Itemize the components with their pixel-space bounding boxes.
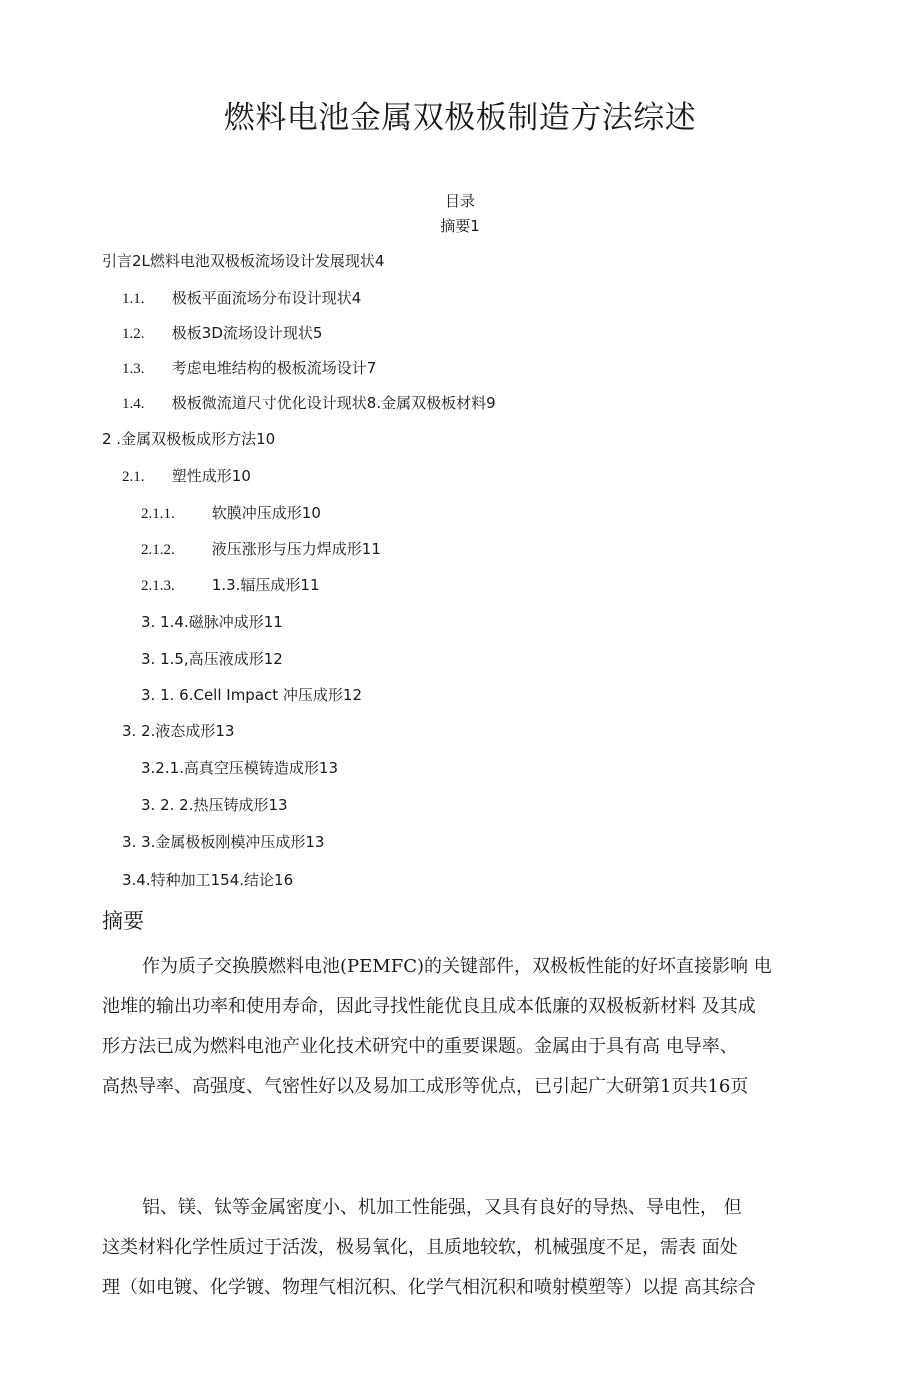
toc-entry[interactable] xyxy=(102,428,275,449)
toc-entry-number: 2.1.1. xyxy=(141,506,175,522)
toc-entry-text: 3. 1. 6.Cell Impact 冲压成形12 xyxy=(141,686,363,704)
toc-entry-number: 2.1.2. xyxy=(141,542,175,558)
toc-entry-text: 3.4.特种加工154.结论16 xyxy=(122,871,294,889)
toc-entry[interactable] xyxy=(141,794,288,815)
abstract-line: 形方法已成为燃料电池产业化技术研究中的重要课题。金属由于具有高 电导率、 xyxy=(102,1036,738,1057)
toc-entry-text: 3. 1.5,高压液成形12 xyxy=(141,650,283,668)
toc-entry-text: 2 .金属双极板成形方法10 xyxy=(102,430,276,448)
toc-entry[interactable] xyxy=(122,720,234,741)
toc-entry-number: 1.3. xyxy=(122,361,145,377)
body-line: 铝、镁、钛等金属密度小、机加工性能强，又具有良好的导热、导电性， 但 xyxy=(142,1197,742,1218)
document-title: 燃料电池金属双极板制造方法综述 xyxy=(223,100,697,136)
toc-entry-text: 软膜冲压成形10 xyxy=(211,504,321,522)
toc-entry[interactable] xyxy=(141,648,283,669)
body-paragraph xyxy=(102,1188,818,1308)
toc-entry[interactable] xyxy=(141,684,362,705)
toc-entry[interactable] xyxy=(141,611,283,632)
abstract-line: 高热导率、高强度、气密性好以及易加工成形等优点，已引起广大研第1页共16页 xyxy=(102,1076,749,1097)
toc-entry[interactable] xyxy=(141,502,321,523)
abstract-heading: 摘要 xyxy=(102,909,144,933)
toc-abstract-entry: 摘要1 xyxy=(440,217,480,235)
toc-entry[interactable] xyxy=(122,831,324,852)
toc-entry-number: 1.1. xyxy=(122,291,145,307)
toc-entry-text: 考虑电堆结构的极板流场设计7 xyxy=(171,359,377,377)
toc-heading: 目录 xyxy=(444,192,475,210)
toc-entry-number: 1.4. xyxy=(122,396,145,412)
toc-entry[interactable] xyxy=(102,250,384,271)
toc-entry-text: 3. 2.液态成形13 xyxy=(122,722,235,740)
toc-entry-text: 极板微流道尺寸优化设计现状8.金属双极板材料9 xyxy=(171,394,496,412)
toc-entry[interactable] xyxy=(122,357,376,378)
toc-entry-text: 1.3.辐压成形11 xyxy=(211,576,320,594)
toc-entry-text: 引言2L燃料电池双极板流场设计发展现状4 xyxy=(102,252,385,270)
toc-entry-text: 塑性成形10 xyxy=(171,467,251,485)
toc-entry[interactable] xyxy=(141,574,320,595)
toc-entry[interactable] xyxy=(141,538,381,559)
toc-entry-text: 3. 2. 2.热压铸成形13 xyxy=(141,796,288,814)
toc-entry[interactable] xyxy=(122,392,496,413)
abstract-line: 池堆的输出功率和使用寿命，因此寻找性能优良且成本低廉的双极板新材料 及其成 xyxy=(102,996,756,1017)
toc-entry-text: 液压涨形与压力焊成形11 xyxy=(211,540,381,558)
toc-entry[interactable] xyxy=(122,287,361,308)
toc-entry-number: 2.1. xyxy=(122,469,145,485)
toc-entry[interactable] xyxy=(141,757,338,778)
toc-entry-number: 1.2. xyxy=(122,326,145,342)
toc-entry-text: 极板平面流场分布设计现状4 xyxy=(171,289,362,307)
toc-entry-text: 极板3D流场设计现状5 xyxy=(171,324,323,342)
toc-entry[interactable] xyxy=(122,322,322,343)
abstract-line: 作为质子交换膜燃料电池(PEMFC)的关键部件，双极板性能的好坏直接影响 电 xyxy=(142,956,772,977)
toc-entry-text: 3. 3.金属极板刚模冲压成形13 xyxy=(122,833,325,851)
toc-entry-text: 3.2.1.高真空压模铸造成形13 xyxy=(141,759,339,777)
body-line: 理（如电镀、化学镀、物理气相沉积、化学气相沉积和喷射模塑等）以提 高其综合 xyxy=(102,1277,756,1298)
toc-entry[interactable] xyxy=(122,869,293,890)
toc-entry[interactable] xyxy=(122,465,251,486)
abstract-paragraph xyxy=(102,947,818,1107)
body-line: 这类材料化学性质过于活泼，极易氧化，且质地较软，机械强度不足，需表 面处 xyxy=(102,1237,738,1258)
toc-entry-number: 2.1.3. xyxy=(141,578,175,594)
toc-entry-text: 3. 1.4.磁脉冲成形11 xyxy=(141,613,283,631)
